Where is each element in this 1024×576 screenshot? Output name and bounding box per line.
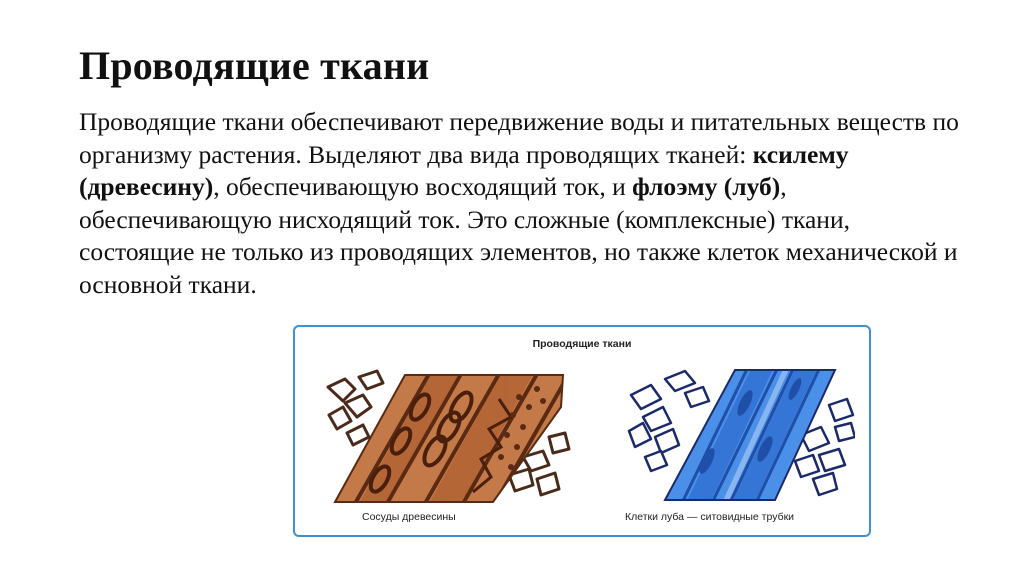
tissues-figure: [293, 325, 871, 537]
phloem-illustration: [625, 365, 855, 505]
slide-paragraph: [79, 106, 959, 301]
xylem-caption: Сосуды древесины: [362, 511, 456, 523]
paragraph-text-3: , обеспечивающую нисходящий ток. Это сложные (комплексные) ткани, состоящие не только из проводящих элементов, но также клеток механической и основной ткани.: [79, 172, 958, 299]
xylem-illustration: [323, 367, 573, 507]
slide-title: Проводящие ткани: [79, 43, 430, 88]
figure-title: Проводящие ткани: [532, 338, 632, 350]
term-phloem: флоэму (луб): [632, 172, 781, 201]
paragraph-text-2: , обеспечивающую восходящий ток, и: [213, 172, 633, 201]
paragraph-text-1: Проводящие ткани обеспечивают передвижение воды и питательных веществ по организму растения. Выделяют два вида проводящих тканей:: [79, 107, 959, 169]
phloem-caption: Клетки луба — ситовидные трубки: [625, 511, 795, 523]
term-xylem: ксилему (древесину): [79, 139, 849, 201]
